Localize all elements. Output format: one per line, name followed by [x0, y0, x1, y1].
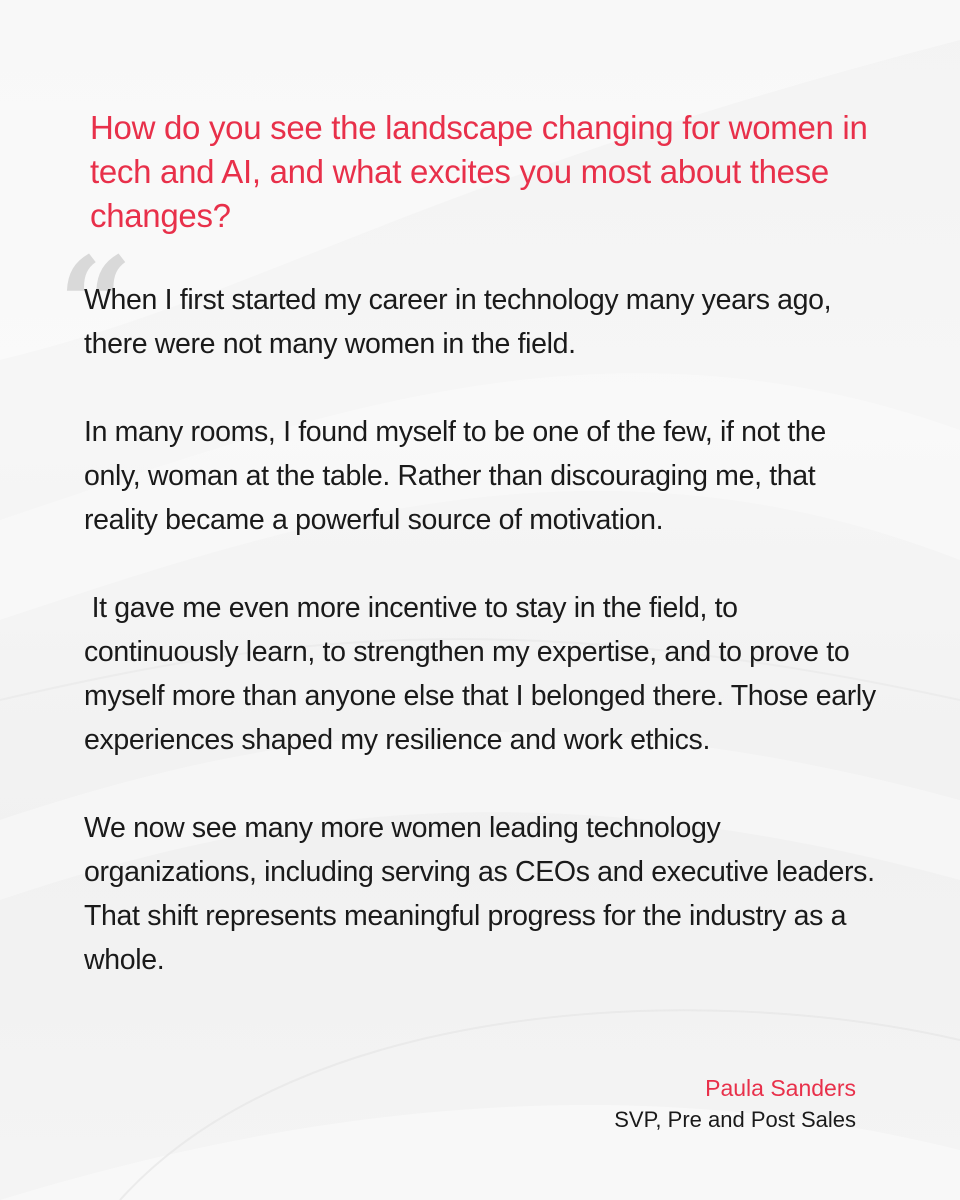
signature-title: SVP, Pre and Post Sales — [614, 1107, 856, 1132]
answer-paragraph: It gave me even more incentive to stay in the field, to continuously learn, to strengthen my expertise, and to prove to myself more than anyone else that I belonged there. Those early experiences shaped my resilience and work ethics. — [84, 592, 884, 756]
opening-quote-icon: “ — [58, 228, 133, 381]
question-heading: How do you see the landscape changing for women in tech and AI, and what excites you most about these changes? — [90, 109, 868, 234]
signature-name: Paula Sanders — [705, 1075, 856, 1101]
answer-paragraph: We now see many more women leading technology organizations, including serving as CEOs and executive leaders. That shift represents meaningful progress for the industry as a whole. — [84, 812, 882, 976]
answer-paragraph: In many rooms, I found myself to be one of the few, if not the only, woman at the table. Rather than discouraging me, that reality became a powerful source of motivation. — [84, 416, 834, 536]
answer-paragraph: When I first started my career in technology many years ago, there were not many women in the field. — [84, 284, 839, 360]
signature — [614, 1072, 856, 1136]
answer-text — [84, 278, 884, 982]
